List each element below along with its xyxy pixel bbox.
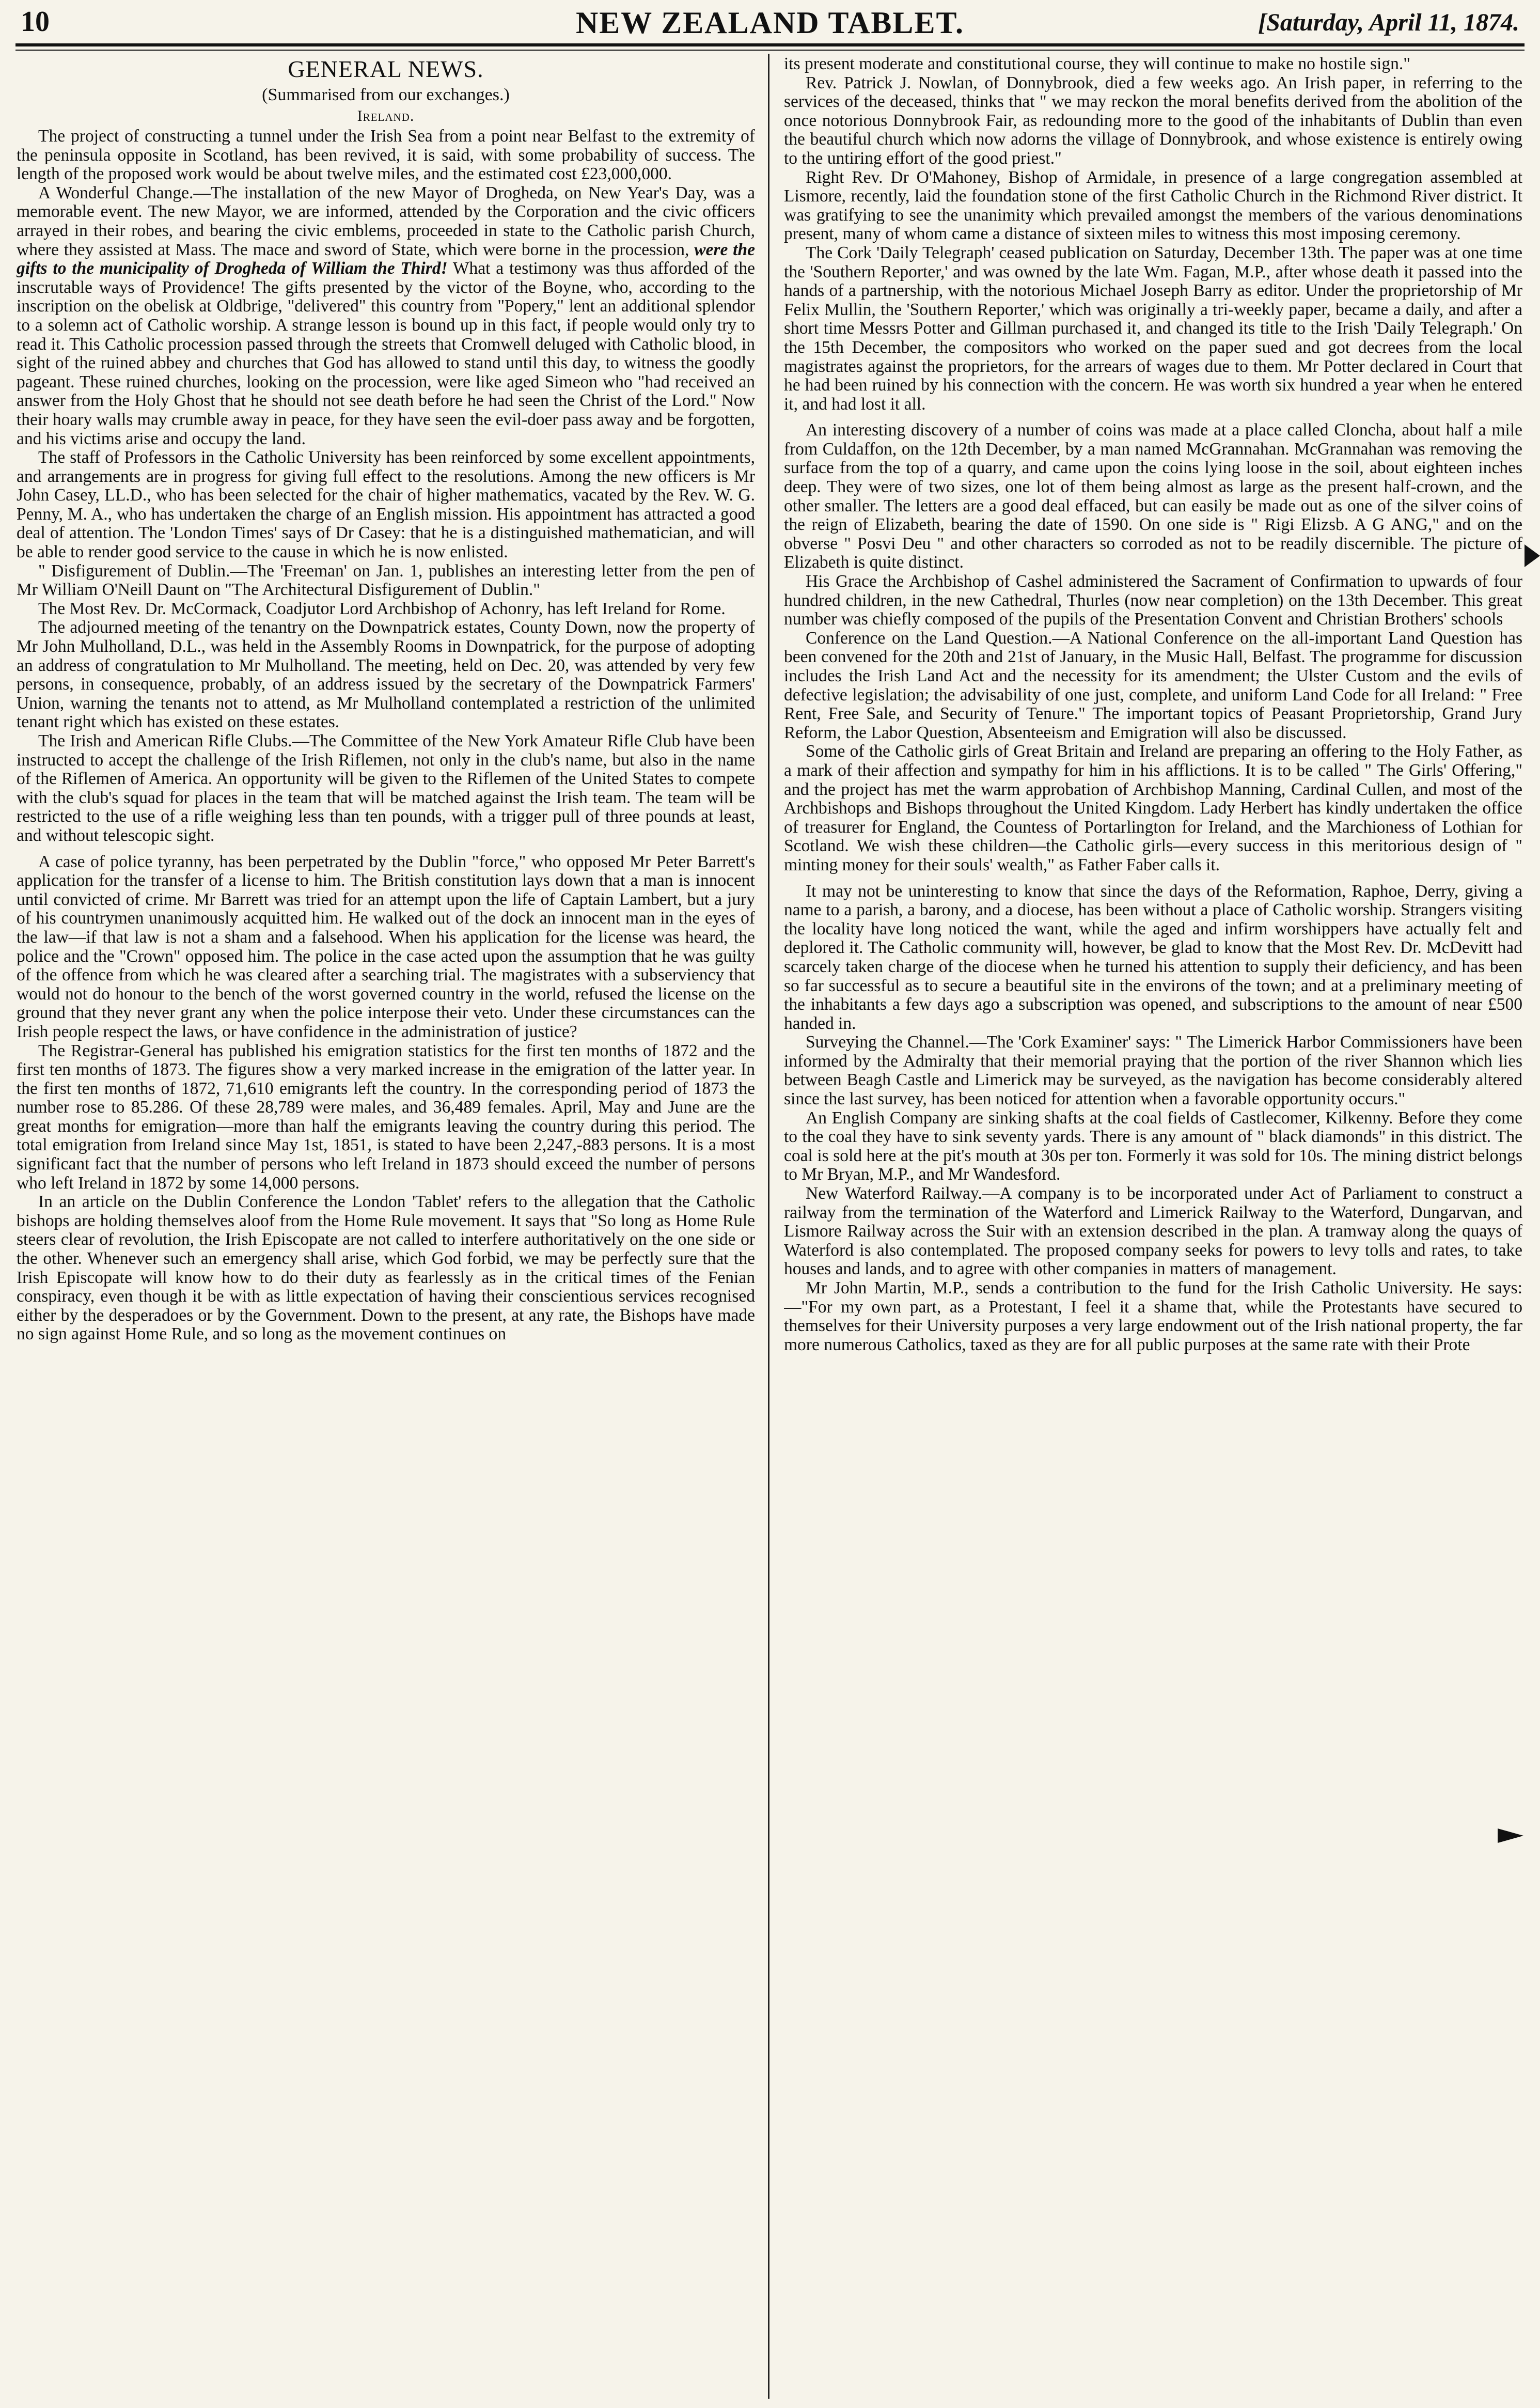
article-paragraph: A case of police tyranny, has been perpetrated by the Dublin "force," who opposed Mr Peter Barrett's application for the transfer of a license to him. The British constitution lays down that a man is innocent until convicted of crime. Mr Barrett was tried for an attempt upon the life of Captain Lambert, but a jury of his countrymen unanimously acquitted him. He walked out of the dock an innocent man in the eyes of the law—if that law is not a sham and a falsehood. When his application for the license was heard, the police and the "Crown" opposed him. The police in the case acted upon the assumption that he was guilty of the offence from which he was cleared after a searching trial. The magistrates with a subserviency that would not do honour to the bench of the worst governed country in the world, refused the license on the ground that they never grant any when the police interpose their veto. Under these circumstances can the Irish people respect the laws, or have confidence in the administration of justice? [17,852,755,1041]
paragraph-text: What a testimony was thus afforded of the inscrutable ways of Providence! The gifts presented by the victor of the Boyne, who, according to the inscription on the obelisk at Oldbrige, "delivered" this country from "Popery," lent an additional splendor to a solemn act of Catholic worship. A strange lesson is bound up in this fact, if people would only try to read it. This Catholic procession passed through the streets that Cromwell deluged with Catholic blood, in sight of the ruined abbey and churches that God has allowed to stand until this day, to witness the goodly pageant. These ruined churches, looking on the procession, were like aged Simeon who "had received an answer from the Holy Ghost that he should not see death before he had seen the Christ of the Lord." Now their hoary walls may crumble away in peace, for they have seen the evil-doer pass away and be forgotten, and his victims arise and occupy the land. [17,259,755,448]
article-paragraph: The Registrar-General has published his emigration statistics for the first ten months of 1872 and the first ten months of 1873. The figures show a very marked increase in the emigration of the latter year. In the first ten months of 1872, 71,610 emigrants left the country. In the corresponding period of 1873 the number rose to 85.286. Of these 28,789 were males, and 36,489 females. April, May and June are the great months for emigration—more than half the emigrants leaving the country during this period. The total emigration from Ireland since May 1st, 1851, is stated to have been 2,247,-883 persons. It is a most significant fact that the number of persons who left Ireland in 1873 should exceed the number of persons who left Ireland in 1872 by some 14,000 persons. [17,1041,755,1193]
article-paragraph: An English Company are sinking shafts at the coal fields of Castlecomer, Kilkenny. Before they come to the coal they have to sink seventy yards. There is any amount of " black diamonds" in this district. The coal is sold here at the pit's mouth at 30s per ton. Formerly it was sold for 10s. The mining district belongs to Mr Bryan, M.P., and Mr Wandesford. [784,1108,1522,1184]
article-paragraph: New Waterford Railway.—A company is to be incorporated under Act of Parliament to construct a railway from the termination of the Waterford and Limerick Railway to the Waterford, Dungarvan, and Lismore Railway across the Suir with an extension described in the plan. A tramway along the quays of Waterford is also contemplated. The proposed company seeks for powers to levy tolls and rates, to take houses and lands, and to agree with other companies in matters of management. [784,1184,1522,1279]
page-number: 10 [21,6,50,38]
header-rule-thin [15,50,1525,51]
article-paragraph: Right Rev. Dr O'Mahoney, Bishop of Armidale, in presence of a large congregation assembled at Lismore, recently, laid the foundation stone of the first Catholic Church in the Richmond River district. It was gratifying to see the unanimity which prevailed amongst the members of the various denominations present, many of whom came a distance of sixteen miles to witness this most imposing ceremony. [784,167,1522,244]
article-paragraph: its present moderate and constitutional course, they will continue to make no hostile sign." [784,55,1410,73]
article-paragraph: Mr John Martin, M.P., sends a contribution to the fund for the Irish Catholic University. He says:—"For my own part, as a Protestant, I feel it a shame that, while the Protestants have secured to themselves for their University purposes a very large endowment out of the Irish national property, the far more numerous Catholics, taxed as they are for all public purposes at the same rate with their Prote [784,1278,1522,1354]
paragraph-text: A Wonderful Change.—The installation of the new Mayor of Drogheda, on New Year's Day, was a memorable event. The new Mayor, we are informed, attended by the Corporation and the civic officers arrayed in their robes, and bearing the civic emblems, proceeded in state to the Catholic parish Church, where they assisted at Mass. The mace and sword of State, which were borne in the procession, [17,183,755,259]
issue-date: [Saturday, April 11, 1874. [1258,9,1519,36]
left-column [17,55,755,2402]
article-paragraph: The Irish and American Rifle Clubs.—The Committee of the New York Amateur Rifle Club have been instructed to accept the challenge of the Irish Riflemen, not only in the club's name, but also in the name of the Riflemen of America. An opportunity will be given to the Riflemen of the United States to compete with the club's squad for places in the team that will be matched against the Irish team. The team will be restricted to the use of a rifle weighing less than ten pounds, with a trigger pull of three pounds at least, and without telescopic sight. [17,731,755,845]
article-paragraph: The Most Rev. Dr. McCormack, Coadjutor Lord Archbishop of Achonry, has left Ireland for Rome. [38,599,726,618]
article-paragraph: The project of constructing a tunnel under the Irish Sea from a point near Belfast to the extremity of the peninsula opposite in Scotland, has been revived, it is said, with some probability of success. The length of the proposed work would be about twelve miles, and the estimated cost £23,000,000. [17,127,755,184]
article-paragraph: The staff of Professors in the Catholic University has been reinforced by some excellent appointments, and arrangements are in progress for giving full effect to the resolutions. Among the new officers is Mr John Casey, LL.D., who has been selected for the chair of higher mathematics, vacated by the Rev. W. G. Penny, M. A., who has undertaken the charge of an English mission. His appointment has attracted a good deal of attention. The 'London Times' says of Dr Casey: that he is a distinguished mathematician, and will be able to render good service to the cause in which he is now enlisted. [17,448,755,562]
masthead [21,0,1519,40]
margin-arrow-icon [1498,1828,1523,1843]
article-paragraph: It may not be uninteresting to know that since the days of the Reformation, Raphoe, Derry, giving a name to a parish, a barony, and a diocese, has been without a place of Catholic worship. Strangers visiting the locality have long noticed the want, while the aged and infirm worshippers have actually felt and deplored it. The Catholic community will, however, be glad to know that the Most Rev. Dr. McDevitt had scarcely taken charge of the diocese when he turned his attention to supply their deficiency, and has been so far successful as to secure a beautiful site in the environs of the town; and at a preliminary meeting of the inhabitants a few days ago a subscription was opened, and subscriptions to the amount of near £500 handed in. [784,881,1522,1033]
article-paragraph [17,184,755,448]
article-paragraph: " Disfigurement of Dublin.—The 'Freeman' on Jan. 1, publishes an interesting letter from the pen of Mr William O'Neill Daunt on "The Architectural Disfigurement of Dublin." [17,561,755,600]
article-paragraph: Some of the Catholic girls of Great Britain and Ireland are preparing an offering to the Holy Father, as a mark of their affection and sympathy for him in his afflictions. It is to be called " The Girls' Offering," and the project has met the warm approbation of Archbishop Manning, Cardinal Cullen, and most of the Archbishops and Bishops throughout the United Kingdom. Lady Herbert has kindly undertaken the office of treasurer for England, the Countess of Portarlington for Ireland, and the Marchioness of Lothian for Scotland. We wish these children—the Catholic girls—every success in this meritorious design of " minting money for their souls' wealth," as Father Faber calls it. [784,742,1522,874]
article-paragraph: Conference on the Land Question.—A National Conference on the all-important Land Question has been convened for the 20th and 21st of January, in the Music Hall, Belfast. The programme for discussion includes the Irish Land Act and the necessity for its amendment; the Ulster Custom and the evils of defective legislation; the advisability of one just, complete, and uniform Land Code for all Ireland: " Free Rent, Free Sale, and Security of Tenure." The important topics of Peasant Proprietorship, Grand Jury Reform, the Labor Question, Absenteeism and Emigration will also be discussed. [784,628,1522,742]
article-paragraph: Surveying the Channel.—The 'Cork Examiner' says: " The Limerick Harbor Commissioners have been informed by the Admiralty that their memorial praying that the portion of the river Shannon which lies between Beagh Castle and Limerick may be surveyed, as the navigation has become considerably altered since the last survey, has been noticed for attention when a favorable opportunity occurs." [784,1033,1522,1109]
section-subtitle: (Summarised from our exchanges.) [262,85,510,104]
newspaper-title: NEW ZEALAND TABLET. [575,6,965,40]
article-paragraph: The adjourned meeting of the tenantry on the Downpatrick estates, County Down, now the property of Mr John Mulholland, D.L., was held in the Assembly Rooms in Downpatrick, for the purpose of adopting an address of congratulation to Mr Mulholland. The meeting, held on Dec. 20, was attended by very few persons, in consequence, probably, of an address issued by the secretary of the Downpatrick Farmers' Union, warning the tenants not to attend, as Mr Mulholland contemplated a restriction of the unlimited tenant right which has existed on these estates. [17,618,755,732]
article-paragraph: His Grace the Archbishop of Cashel administered the Sacrament of Confirmation to upwards of four hundred children, in the new Cathedral, Thurles (now near completion) on the 13th December. This great number was chiefly composed of the pupils of the Presentation Convent and Christian Brothers' schools [784,572,1522,629]
section-title: GENERAL NEWS. [288,56,484,82]
margin-arrow-icon [1525,544,1540,567]
article-paragraph: Rev. Patrick J. Nowlan, of Donnybrook, died a few weeks ago. An Irish paper, in referring to the services of the deceased, thinks that " we may reckon the moral benefits derived from the abolition of the once notorious Donnybrook Fair, as redounding more to the good of the inhabitants of Dublin than even the beautiful church which now adorns the village of Donnybrook, and whose existence is entirely owing to the untiring effort of the good priest." [784,73,1522,168]
column-divider [768,54,769,2399]
header-rule-thick [15,43,1525,46]
italic-text: were the gifts to the municipality of Drogheda of William the Third! [17,240,755,278]
section-heading: Ireland. [357,107,415,124]
article-paragraph: In an article on the Dublin Conference the London 'Tablet' refers to the allegation that the Catholic bishops are holding themselves aloof from the Home Rule movement. It says that "So long as Home Rule steers clear of revolution, the Irish Episcopate are not called to interfere authoritatively on the one side or the other. Whenever such an emergency shall arise, which God forbid, we may be perfectly sure that the Irish Episcopate will know how to do their duty as fearlessly as in the critical times of the Fenian conspiracy, even though it be with as little expectation of having their conscientious services recognised either by the desperadoes or by the Government. Down to the present, at any rate, the Bishops have made no sign against Home Rule, and so long as the movement continues on [17,1192,755,1344]
article-paragraph: An interesting discovery of a number of coins was made at a place called Cloncha, about half a mile from Culdaffon, on the 12th December, by a man named McGrannahan. McGrannahan was removing the surface from the top of a quarry, and came upon the coins lying loose in the soil, about eighteen inches deep. They were of two sizes, one lot of them being almost as large as the present half-crown, and the other smaller. The letters are a good deal effaced, but can easily be made out as one of the silver coins of the reign of Elizabeth, bearing the date of 1590. On one side is " Rigi Elizsb. A G ANG," and on the obverse " Posvi Deu " and other characters so corroded as not to be readily discernible. The picture of Elizabeth is quite distinct. [784,420,1522,572]
right-column [784,55,1522,2402]
article-paragraph: The Cork 'Daily Telegraph' ceased publication on Saturday, December 13th. The paper was at one time the 'Southern Reporter,' and was owned by the late Wm. Fagan, M.P., after whose death it passed into the hands of a partnership, with the notorious Michael Joseph Barry as editor. Under the proprietorship of Mr Felix Mullin, the 'Southern Reporter,' which was originally a tri-weekly paper, became a daily, and after a short time Messrs Potter and Gillman purchased it, and changed its title to the Irish 'Daily Telegraph.' On the 15th December, the compositors who worked on the paper sued and got decrees from the local magistrates against the proprietors, for the arrears of wages due to them. Mr Potter declared in Court that he had been ruined by his connection with the concern. He was worth six hundred a year when he entered it, and had lost it all. [784,243,1522,414]
